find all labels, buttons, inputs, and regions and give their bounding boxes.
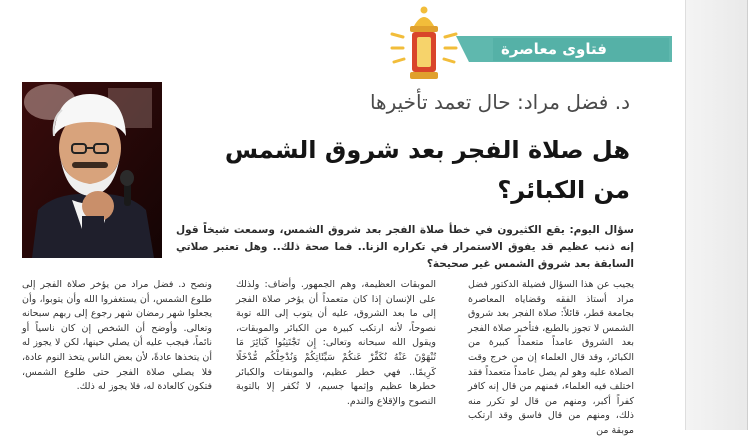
article-title-line1: هل صلاة الفجر بعد شروق الشمس (224, 136, 630, 164)
section-label: فتاوى معاصرة (501, 40, 607, 58)
lantern-icon (389, 4, 459, 86)
body-column-left: ونصح د. فضل مراد من يؤخر صلاة الفجر إلى طلوع الشمس، أن يستغفروا الله وأن يتوبوا، وأن يجعلوا شهر رمضان شهر رجوع إلى ربهم سبحانه وتعالى. وأوضح أن الشخص إن كان ناسياً أو نائماً، فيجب عليه أن يصلي حينها، لكن لا يجوز له أن يتخذها عادةً، لأن بعض الناس يتخذ النوم عادة، فلا يصلي صلاة الفجر حتى طلوع الشمس، فتكون كالعادة له، فلا يجوز له ذلك. (22, 279, 212, 393)
body-column-right: يجيب عن هذا السؤال فضيلة الدكتور فضل مراد أستاذ الفقه وقضاياه المعاصرة بجامعة قطر، قائلاً: صلاة الفجر بعد شروق الشمس لا تجوز بالطبع، فتأخير صلاة الفجر بعد الشروق عامداً متعمداً كبيرة من الكبائر، وقد قال العلماء إن من خرج وقت الصلاة عليه وهو لم يصل عامداً متعمداً فقد اختلف فيه العلماء، فمنهم من قال إنه كافر كفراً أكبر، ومنهم من قال لو تكرر منه ذلك، ومنهم من قال فاسق وقد ارتكب موبقة من (468, 279, 634, 436)
author-photo (22, 82, 162, 258)
article-title-line2: من الكبائر؟ (497, 176, 630, 204)
article-subtitle: د. فضل مراد: حال تعمد تأخيرها (369, 90, 630, 114)
question-paragraph: سؤال اليوم: يقع الكثيرون في خطأ صلاة الفجر بعد شروق الشمس، وسمعت شيخاً قول إنه ذنب عظيم قد يفوق الاستمرار في تكراره الزنا.. فما صحة ذلك.. وهل تعتبر صلاتي السابقة بعد شروق الشمس غير صحيحة؟ (176, 224, 634, 270)
body-column-middle: الموبقات العظيمة، وهم الجمهور. وأضاف: ولذلك على الإنسان إذا كان متعمداً أن يؤخر صلاة الفجر إلى ما بعد الشروق، عليه أن يتوب إلى الله توبة نصوحاً، لأنه ارتكب كبيرة من الكبائر والموبقات، ويقول الله سبحانه وتعالى: إِن تَجْتَنِبُوا كَبَائِرَ مَا تُنْهَوْنَ عَنْهُ نُكَفِّرْ عَنكُمْ سَيِّئَاتِكُمْ وَنُدْخِلْكُم مُّدْخَلًا كَرِيمًا.. فهي خطر عظيم، والموبقات والكبائر خطرها عظيم وإثمها جسيم، لا تُكفر إلا بالتوبة النصوح والإقلاع والندم. (236, 279, 436, 407)
page-edge (685, 0, 748, 430)
